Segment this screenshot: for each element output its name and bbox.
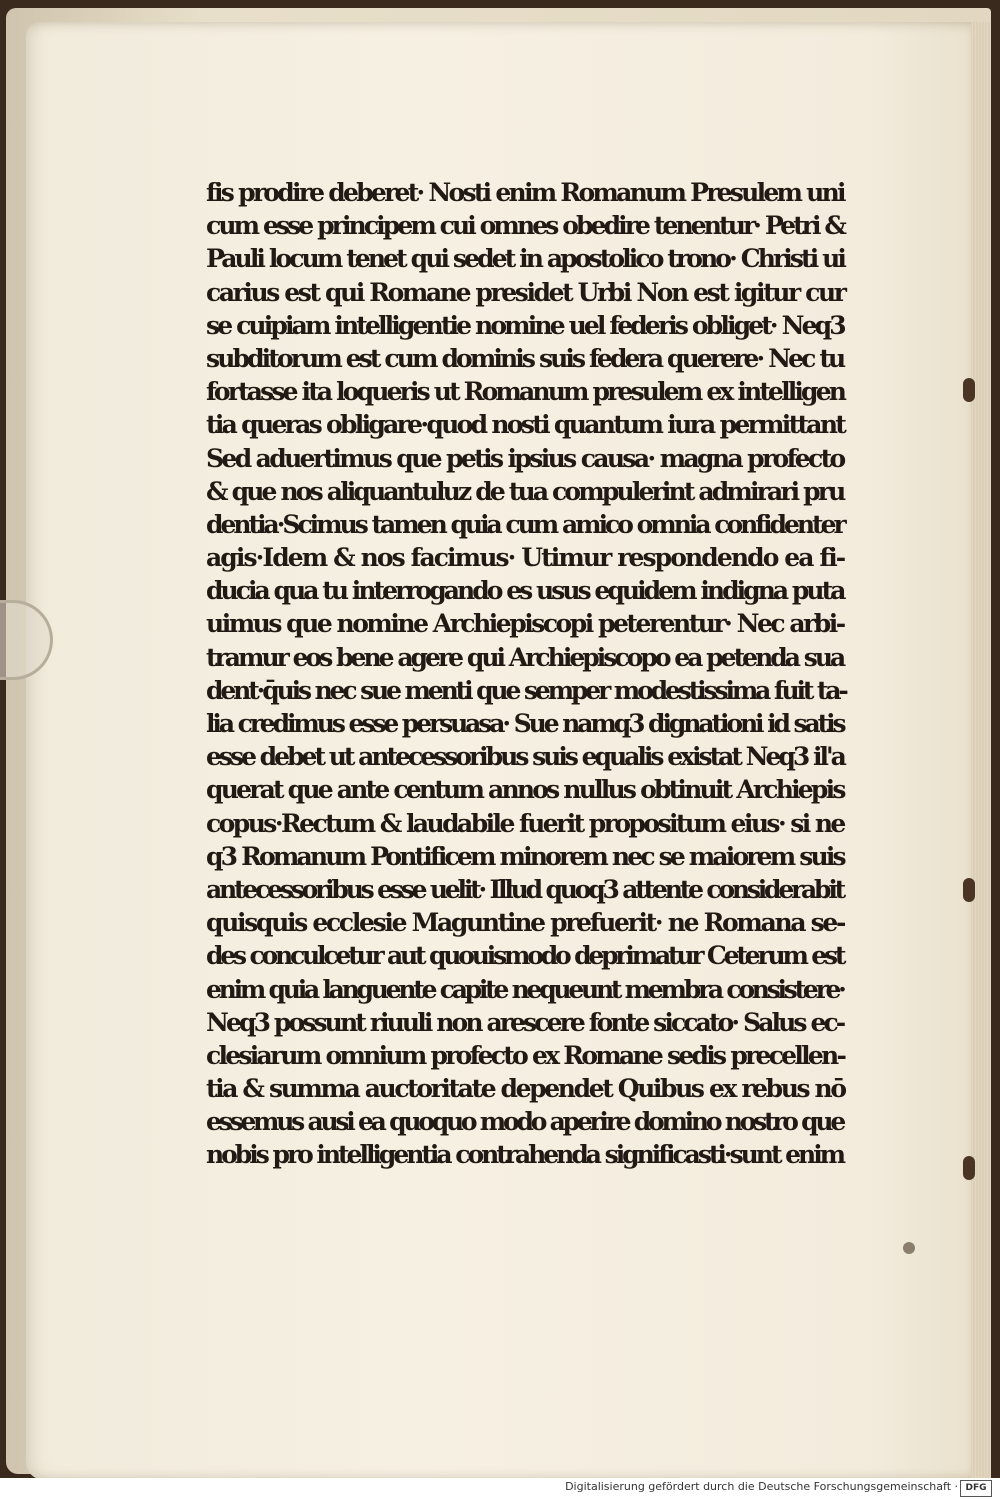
text-line: antecessoribus esse uelit· Illud quoq3 attente considerabit — [206, 874, 844, 904]
text-line: uimus que nomine Archiepiscopi peterentur· Nec arbi- — [206, 609, 844, 639]
text-line: clesiarum omnium profecto ex Romane sedis precellen- — [206, 1040, 845, 1070]
text-line: q3 Romanum Pontificem minorem nec se maiorem suis — [206, 841, 844, 871]
funding-credit: Digitalisierung gefördert durch die Deutsche Forschungsgemeinschaft · — [565, 1480, 958, 1493]
text-line: dentia·Scimus tamen quia cum amico omnia confidenter — [206, 509, 844, 539]
text-line: tramur eos bene agere qui Archiepiscopo ea petenda sua — [206, 642, 844, 672]
binding-tie-bottom — [963, 878, 975, 902]
binding-tie-lower — [963, 1156, 975, 1180]
text-line: tia queras obligare·quod nosti quantum iura permittant — [206, 410, 845, 440]
text-line: enim quia languente capite nequeunt membra consistere· — [206, 974, 844, 1004]
text-line: copus·Rectum & laudabile fuerit propositum eius· si ne — [206, 808, 844, 838]
page-hole — [903, 1242, 915, 1254]
binding-tie-top — [963, 378, 975, 402]
page-fore-edge — [971, 22, 991, 1480]
text-line: nobis pro intelligentia contrahenda significasti·sunt enim — [206, 1140, 844, 1170]
text-line: subditorum est cum dominis suis federa querere· Nec tu — [206, 343, 844, 373]
text-line: dent·q̄uis nec sue menti que semper modestissima fuit ta- — [206, 675, 846, 705]
text-line: carius est qui Romane presidet Urbi Non est igitur cur — [206, 277, 845, 307]
text-line: fis prodire deberet· Nosti enim Romanum Presulem uni — [206, 178, 844, 207]
text-line: se cuipiam intelligentie nomine uel federis obliget· Neq3 — [206, 310, 844, 340]
footer-bar — [0, 1478, 1000, 1499]
text-line: cum esse principem cui omnes obedire tenentur· Petri & — [206, 211, 845, 241]
text-line: Pauli locum tenet qui sedet in apostolico trono· Christi ui — [206, 244, 845, 274]
text-line: ducia qua tu interrogando es usus equidem indigna puta — [206, 576, 844, 606]
text-line: quisquis ecclesie Maguntine prefuerit· ne Romana se- — [206, 908, 845, 938]
text-line: des conculcetur aut quouismodo deprimatur Ceterum est — [206, 941, 844, 971]
text-line: & que nos aliquantuluz de tua compulerint admirari pru — [206, 476, 844, 506]
text-line: agis·Idem & nos facimus· Utimur respondendo ea fi- — [206, 543, 845, 573]
dfg-logo: DFG — [960, 1480, 992, 1497]
text-line: fortasse ita loqueris ut Romanum presulem ex intelligen — [206, 377, 845, 407]
text-line: esse debet ut antecessoribus suis equalis existat Neq3 il'a — [206, 742, 844, 772]
text-line: essemus ausi ea quoquo modo aperire domino nostro que — [206, 1107, 844, 1137]
text-line: lia credimus esse persuasa· Sue namq3 dignationi id satis — [206, 709, 844, 738]
text-line: querat que ante centum annos nullus obtinuit Archiepis — [206, 775, 844, 805]
printed-text-block — [206, 176, 846, 1172]
text-line: tia & summa auctoritate dependet Quibus ex rebus nō — [206, 1074, 845, 1104]
text-line: Neq3 possunt riuuli non arescere fonte siccato· Salus ec- — [206, 1007, 844, 1037]
text-line: Sed aduertimus que petis ipsius causa· magna profecto — [206, 443, 844, 473]
